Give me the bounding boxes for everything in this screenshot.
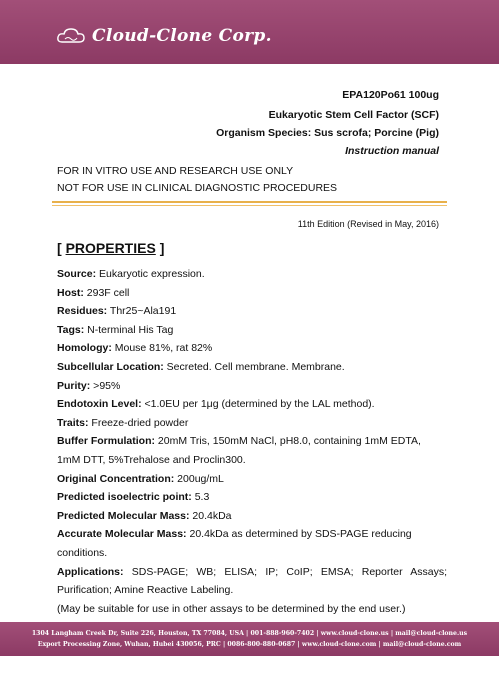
property-accurate-mass: Accurate Molecular Mass: 20.4kDa as determined by SDS-PAGE reducing conditions. — [57, 528, 412, 559]
property-suitability-note: (May be suitable for use in other assays to be determined by the end user.) — [57, 602, 406, 615]
property-tags: Tags: N-terminal His Tag — [57, 323, 174, 336]
organism-species: Organism Species: Sus scrofa; Porcine (Pig) — [216, 127, 439, 139]
property-purity: Purity: >95% — [57, 379, 121, 392]
property-homology: Homology: Mouse 81%, rat 82% — [57, 342, 213, 355]
property-endotoxin-level: Endotoxin Level: <1.0EU per 1μg (determined by the LAL method). — [57, 398, 375, 411]
brand-name: Cloud-Clone Corp. — [92, 26, 272, 46]
document-type: Instruction manual — [345, 145, 439, 157]
footer-address-usa: 1304 Langham Creek Dr, Suite 226, Houston, TX 77084, USA | 001-888-960-7402 | www.cloud-clone.us | mail@cloud-clone.us — [31, 630, 468, 637]
property-subcellular-location: Subcellular Location: Secreted. Cell membrane. Membrane. — [57, 360, 345, 373]
notice-research-use: FOR IN VITRO USE AND RESEARCH USE ONLY — [57, 165, 294, 177]
section-title-text: PROPERTIES — [65, 240, 156, 256]
page-header — [0, 0, 499, 64]
bracket-open: [ — [57, 240, 66, 256]
property-predicted-mass: Predicted Molecular Mass: 20.4kDa — [57, 509, 232, 522]
property-original-concentration: Original Concentration: 200ug/mL — [57, 472, 224, 485]
product-catalog: EPA120Po61 100ug — [342, 89, 439, 101]
properties-list — [57, 265, 447, 618]
footer-address-prc: Export Processing Zone, Wuhan, Hubei 430056, PRC | 0086-800-880-0687 | www.cloud-clone.com | mail@cloud-clone.com — [37, 641, 462, 648]
notice-not-clinical: NOT FOR USE IN CLINICAL DIAGNOSTIC PROCEDURES — [57, 182, 338, 194]
divider-bottom — [52, 205, 447, 206]
brand-logo — [56, 26, 272, 46]
page-footer — [0, 622, 499, 656]
divider-top — [52, 201, 447, 203]
bracket-close: ] — [155, 240, 165, 256]
edition-note: 11th Edition (Revised in May, 2016) — [297, 219, 439, 229]
section-title-properties — [57, 240, 164, 256]
property-buffer-formulation: Buffer Formulation: 20mM Tris, 150mM NaCl, pH8.0, containing 1mM EDTA, 1mM DTT, 5%Trehalose and Proclin300. — [57, 435, 421, 466]
property-residues: Residues: Thr25~Ala191 — [57, 305, 177, 318]
property-traits: Traits: Freeze-dried powder — [57, 416, 189, 429]
property-applications: Applications: SDS-PAGE; WB; ELISA; IP; CoIP; EMSA; Reporter Assays; Purification; Amine Reactive Labeling. — [57, 565, 447, 597]
cloud-clone-logo-icon — [56, 26, 86, 46]
property-isoelectric-point: Predicted isoelectric point: 5.3 — [57, 491, 210, 504]
property-host: Host: 293F cell — [57, 286, 130, 299]
product-name: Eukaryotic Stem Cell Factor (SCF) — [268, 109, 439, 121]
property-source: Source: Eukaryotic expression. — [57, 268, 205, 280]
